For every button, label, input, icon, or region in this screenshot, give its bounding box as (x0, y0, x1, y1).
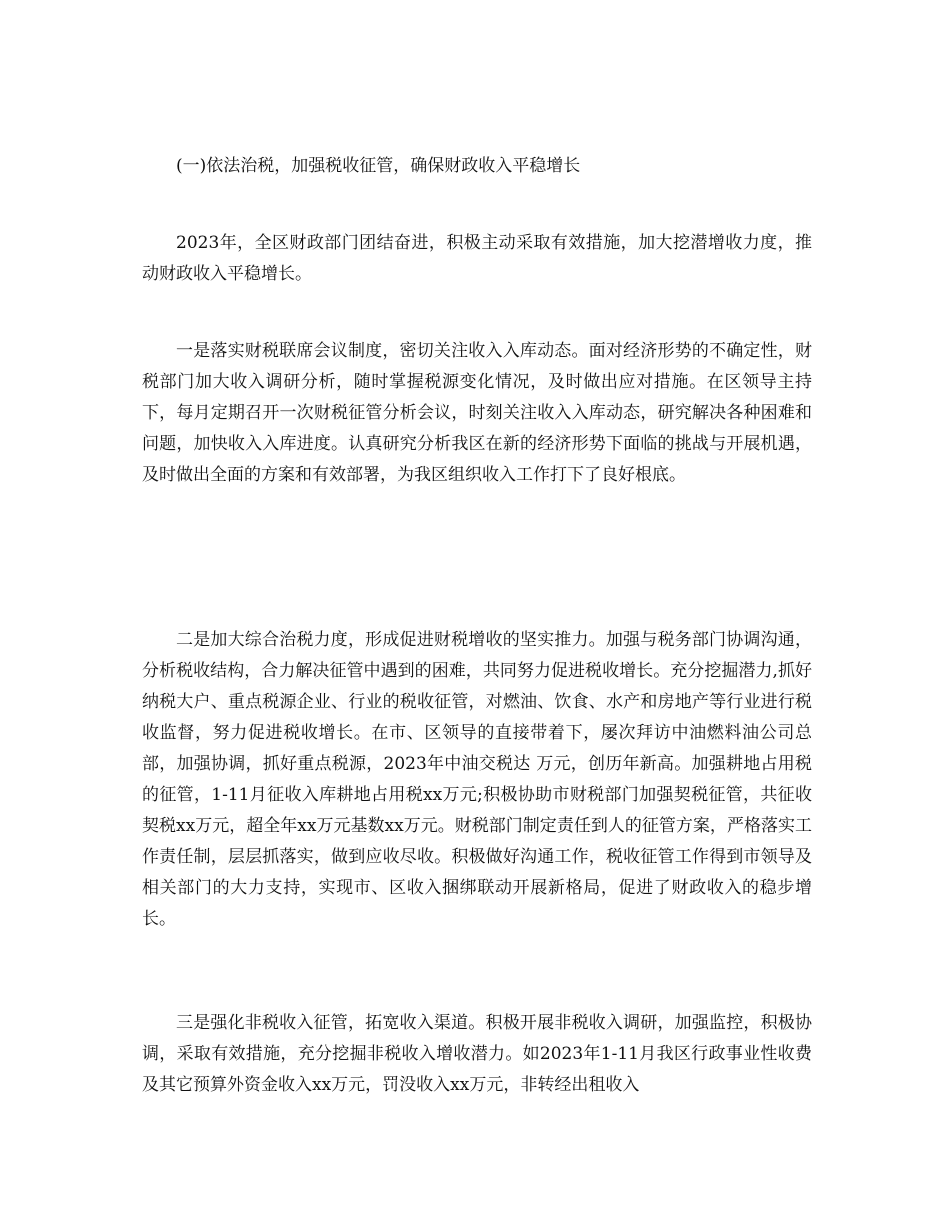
paragraph-point-one: 一是落实财税联席会议制度，密切关注收入入库动态。面对经济形势的不确定性，财税部门加大收入调研分析，随时掌握税源变化情况，及时做出应对措施。在区领导主持下，每月定期召开一次财税征管分析会议，时刻关注收入入库动态，研究解决各种困难和问题，加快收入入库进度。认真研究分析我区在新的经济形势下面临的挑战与开展机遇，及时做出全面的方案和有效部署，为我区组织收入工作打下了良好根底。 (142, 341, 812, 485)
paragraph-point-three: 三是强化非税收入征管，拓宽收入渠道。积极开展非税收入调研，加强监控，积极协调，采取有效措施，充分挖掘非税收入增收潜力。如2023年1-11月我区行政事业性收费及其它预算外资金收入xx万元，罚没收入xx万元，非转经出租收入 (142, 1013, 812, 1095)
paragraph-point-two: 二是加大综合治税力度，形成促进财税增收的坚实推力。加强与税务部门协调沟通，分析税收结构，合力解决征管中遇到的困难，共同努力促进税收增长。充分挖掘潜力,抓好纳税大户、重点税源企业、行业的税收征管，对燃油、饮食、水产和房地产等行业进行税收监督，努力促进税收增长。在市、区领导的直接带着下，屡次拜访中油燃料油公司总部，加强协调，抓好重点税源，2023年中油交税达 万元，创历年新高。加强耕地占用税的征管，1-11月征收入库耕地占用税xx万元;积极协助市财税部门加强契税征管，共征收契税xx万元，超全年xx万元基数xx万元。财税部门制定责任到人的征管方案，严格落实工作责任制，层层抓落实，做到应收尽收。积极做好沟通工作，税收征管工作得到市领导及相关部门的大力支持，实现市、区收入捆绑联动开展新格局，促进了财政收入的稳步增长。 (142, 630, 812, 929)
paragraph-intro: 2023年，全区财政部门团结奋进，积极主动采取有效措施，加大挖潜增收力度，推动财政收入平稳增长。 (142, 233, 812, 284)
section-heading: (一)依法治税，加强税收征管，确保财政收入平稳增长 (176, 156, 581, 176)
